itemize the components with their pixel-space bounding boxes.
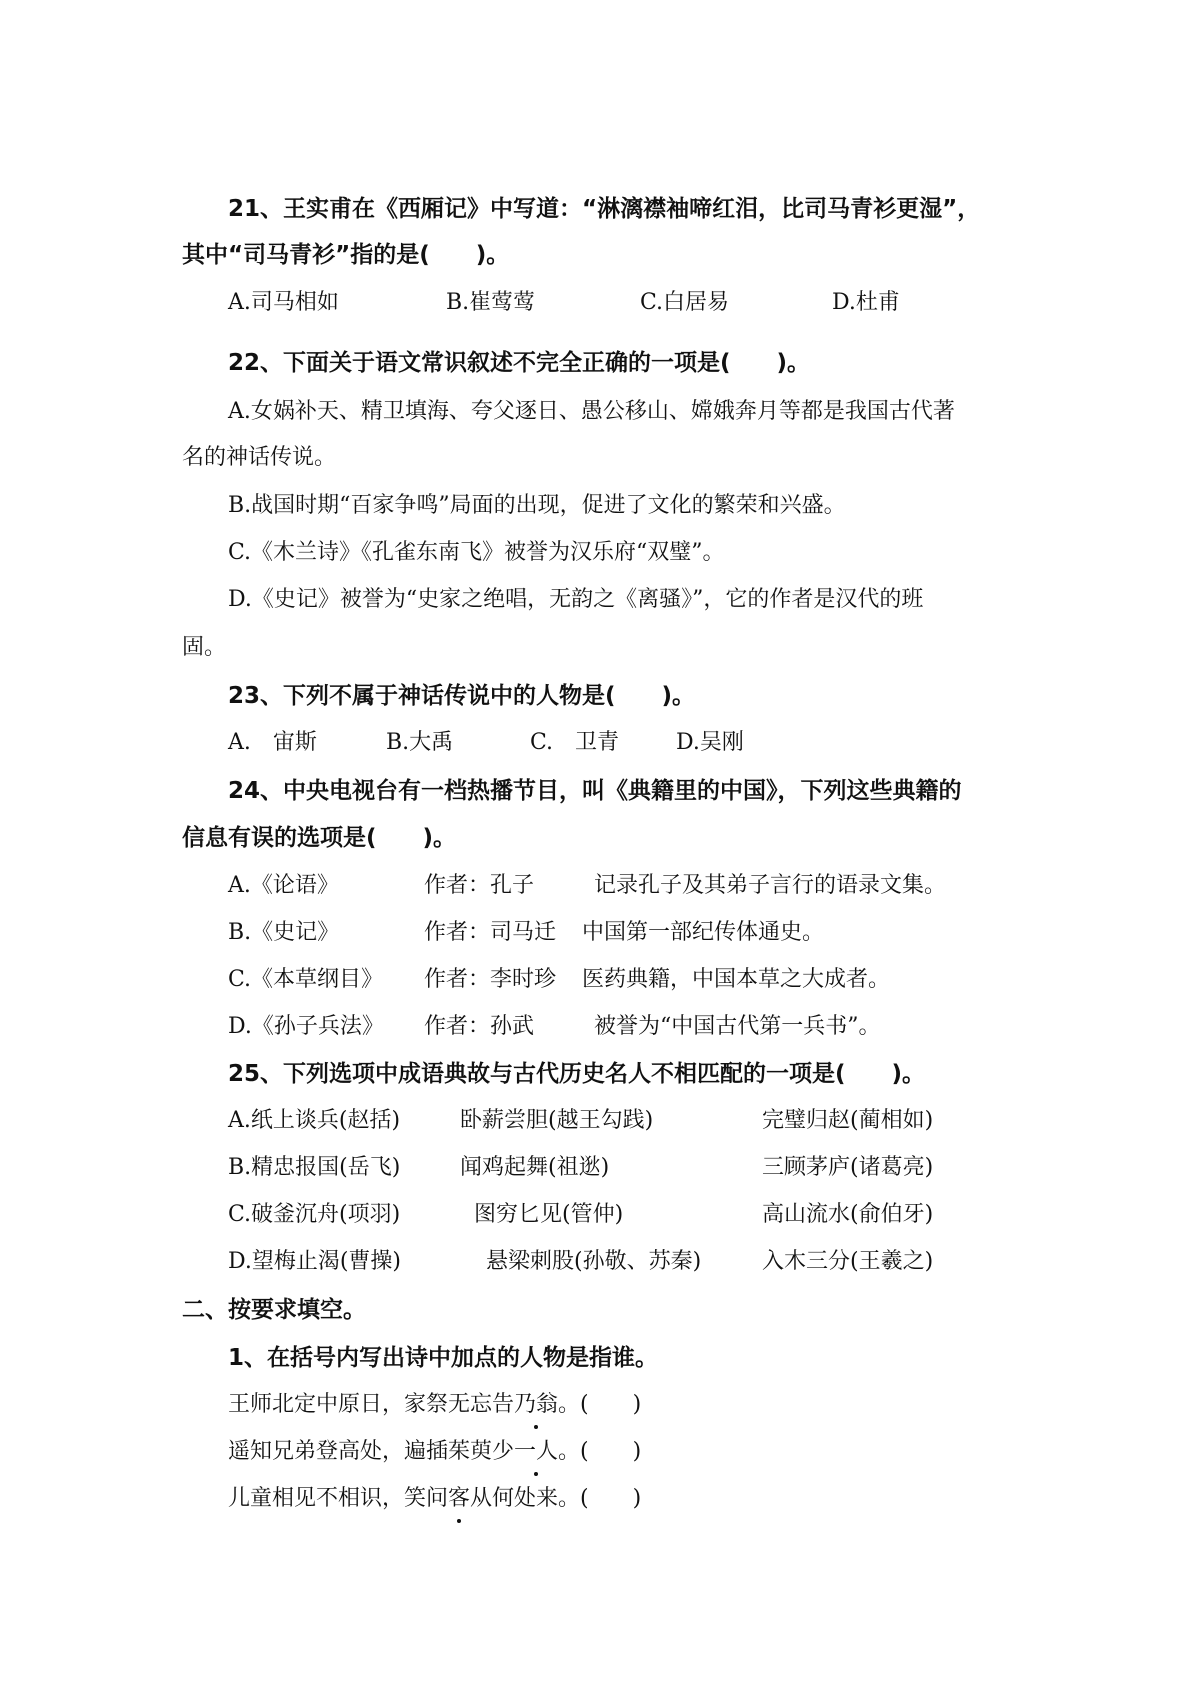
- q22-option-d-line2: 固。: [182, 635, 227, 660]
- q22-option-b: B.战国时期“百家争鸣”局面的出现，促进了文化的繁荣和兴盛。: [228, 493, 846, 518]
- q24-row-a-desc: 记录孔子及其弟子言行的语录文集。: [594, 873, 947, 898]
- q24-row-c-book: C.《本草纲目》: [228, 967, 384, 992]
- section2-heading: 二、按要求填空。: [182, 1297, 366, 1323]
- q22-stem: 22、下面关于语文常识叙述不完全正确的一项是( )。: [228, 350, 811, 376]
- q25-a-2: 卧薪尝胆(越王勾践): [460, 1108, 654, 1133]
- q24-row-c-author: 作者：李时珍: [424, 967, 557, 992]
- q25-c-3: 高山流水(俞伯牙): [762, 1202, 934, 1227]
- q21-stem-line1: 21、王实甫在《西厢记》中写道：“淋漓襟袖啼红泪，比司马青衫更湿”，: [228, 196, 981, 222]
- q23-stem: 23、下列不属于神话传说中的人物是( )。: [228, 683, 696, 709]
- q23-option-a: A. 宙斯: [228, 730, 317, 755]
- q24-row-a-book: A.《论语》: [228, 873, 339, 898]
- section2-q1-stem: 1、在括号内写出诗中加点的人物是指谁。: [228, 1345, 659, 1371]
- poem-line-1-marked-person: 乃翁: [514, 1390, 558, 1420]
- q24-row-b-desc: 中国第一部纪传体通史。: [582, 920, 825, 945]
- q25-stem: 25、下列选项中成语典故与古代历史名人不相匹配的一项是( )。: [228, 1061, 926, 1087]
- q24-row-d-author: 作者：孙武: [424, 1014, 535, 1039]
- poem-line-3-answer-blank: 从何处来。( ): [470, 1486, 642, 1511]
- q25-d-1: D.望梅止渴(曹操): [228, 1249, 402, 1274]
- poem-line-3: [228, 1484, 641, 1514]
- poem-line-1: [228, 1390, 641, 1420]
- q24-row-c-desc: 医药典籍，中国本草之大成者。: [582, 967, 891, 992]
- poem-line-1-text: 王师北定中原日，家祭无忘告: [228, 1392, 515, 1417]
- q25-b-3: 三顾茅庐(诸葛亮): [762, 1155, 934, 1180]
- q21-option-d: D.杜甫: [832, 290, 900, 315]
- q25-d-3: 入木三分(王羲之): [762, 1249, 934, 1274]
- q23-option-d: D.吴刚: [676, 730, 744, 755]
- poem-line-3-text: 儿童相见不相识，笑问: [228, 1486, 449, 1511]
- q22-option-d-line1: D.《史记》被誉为“史家之绝唱，无韵之《离骚》”，它的作者是汉代的班: [228, 587, 924, 612]
- q25-b-1: B.精忠报国(岳飞): [228, 1155, 401, 1180]
- q21-stem-line2: 其中“司马青衫”指的是( )。: [182, 242, 510, 268]
- q21-option-b: B.崔莺莺: [446, 290, 536, 315]
- q25-a-1: A.纸上谈兵(赵括): [228, 1108, 401, 1133]
- q21-option-a: A.司马相如: [228, 290, 339, 315]
- q25-c-2: 图穷匕见(管仲): [474, 1202, 624, 1227]
- q23-option-c: C. 卫青: [530, 730, 620, 755]
- poem-line-2-text: 遥知兄弟登高处，遍插茱萸少: [228, 1439, 515, 1464]
- q21-option-c: C.白居易: [640, 290, 730, 315]
- q25-a-3: 完璧归赵(蔺相如): [762, 1108, 934, 1133]
- q22-option-a-line2: 名的神话传说。: [182, 445, 337, 470]
- poem-line-2-marked-person: 一人: [514, 1437, 558, 1467]
- q25-b-2: 闻鸡起舞(祖逖): [460, 1155, 610, 1180]
- q25-d-2: 悬梁刺股(孙敬、苏秦): [486, 1249, 702, 1274]
- poem-line-2: [228, 1437, 641, 1467]
- q24-row-d-book: D.《孙子兵法》: [228, 1014, 384, 1039]
- poem-line-2-answer-blank: 。( ): [558, 1439, 642, 1464]
- q22-option-a-line1: A.女娲补天、精卫填海、夸父逐日、愚公移山、嫦娥奔月等都是我国古代著: [228, 399, 955, 424]
- poem-line-1-answer-blank: 。( ): [558, 1392, 642, 1417]
- q24-row-a-author: 作者：孔子: [424, 873, 535, 898]
- q24-stem-line1: 24、中央电视台有一档热播节目，叫《典籍里的中国》，下列这些典籍的: [228, 778, 962, 804]
- q22-option-c: C.《木兰诗》《孔雀东南飞》被誉为汉乐府“双璧”。: [228, 540, 725, 565]
- q25-c-1: C.破釜沉舟(项羽): [228, 1202, 401, 1227]
- q23-option-b: B.大禹: [386, 730, 454, 755]
- q24-row-b-author: 作者：司马迁: [424, 920, 557, 945]
- q24-row-d-desc: 被誉为“中国古代第一兵书”。: [594, 1014, 881, 1039]
- q24-stem-line2: 信息有误的选项是( )。: [182, 825, 457, 851]
- q24-row-b-book: B.《史记》: [228, 920, 340, 945]
- poem-line-3-marked-person: 客: [448, 1484, 470, 1514]
